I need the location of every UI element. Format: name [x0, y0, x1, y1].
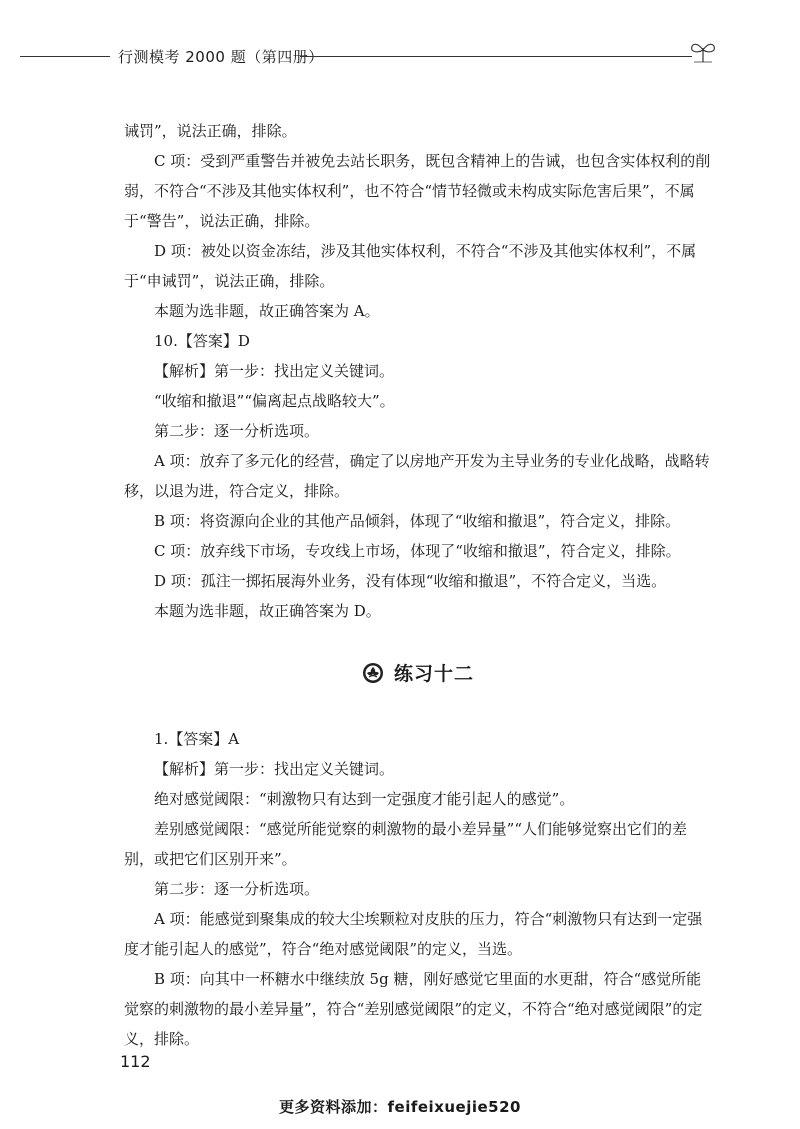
paragraph: B 项：将资源向企业的其他产品倾斜，体现了“收缩和撤退”，符合定义，排除。 — [154, 512, 681, 530]
analysis-label: 【解析】第一步：找出定义关键词。 — [154, 362, 395, 380]
paragraph: A 项：能感觉到聚集成的较大尘埃颗粒对皮肤的压力，符合“刺激物只有达到一定强度才能引起人的感觉”，符合“绝对感觉阈限”的定义，当选。 — [124, 910, 703, 958]
sprout-icon — [688, 38, 718, 64]
paragraph: D 项：被处以资金冻结，涉及其他实体权利，不符合“不涉及其他实体权利”，不属于“申诫罚”，说法正确，排除。 — [124, 242, 697, 290]
paragraph: A 项：放弃了多元化的经营，确定了以房地产开发为主导业务的专业化战略，战略转移，以退为进，符合定义，排除。 — [124, 452, 710, 500]
paragraph: 绝对感觉阈限：“刺激物只有达到一定强度才能引起人的感觉”。 — [154, 790, 575, 808]
answer-label: 10.【答案】D — [154, 332, 250, 350]
paragraph: 第二步：逐一分析选项。 — [154, 880, 320, 898]
answer-block-1 — [124, 116, 716, 626]
paragraph: C 项：放弃线下市场，专攻线上市场，体现了“收缩和撤退”，符合定义，排除。 — [154, 542, 681, 560]
paragraph: 诫罚”，说法正确，排除。 — [124, 122, 297, 140]
section-title: 练习十二 — [394, 663, 475, 685]
paragraph: “收缩和撤退”“偏离起点战略较大”。 — [154, 392, 395, 410]
paragraph: 本题为选非题，故正确答案为 A。 — [154, 302, 380, 320]
section-heading — [0, 654, 800, 694]
header-rule-right — [300, 56, 692, 57]
paragraph: 本题为选非题，故正确答案为 D。 — [154, 602, 381, 620]
footer-contact: feifeixuejie520 — [387, 1098, 521, 1116]
paragraph: 差别感觉阈限：“感觉所能觉察的刺激物的最小差异量”“人们能够觉察出它们的差别，或把它们区别开来”。 — [124, 820, 688, 868]
paragraph: 第二步：逐一分析选项。 — [154, 422, 320, 440]
footer-label: 更多资料添加： — [279, 1098, 388, 1116]
header-rule-left — [20, 56, 110, 57]
paragraph: B 项：向其中一杯糖水中继续放 5g 糖，刚好感觉它里面的水更甜，符合“感觉所能觉察的刺激物的最小差异量”，符合“差别感觉阈限”的定义，不符合“绝对感觉阈限”的定义，排除。 — [124, 970, 703, 1048]
answer-block-2 — [124, 724, 716, 1054]
footer-promo — [0, 1096, 800, 1117]
paragraph: C 项：受到严重警告并被免去站长职务，既包含精神上的告诫，也包含实体权利的削弱，不符合“不涉及其他实体权利”，也不符合“情节轻微或未构成实际危害后果”，不属于“警告”，说法正确，排除。 — [124, 152, 711, 230]
paragraph: D 项：孤注一掷拓展海外业务，没有体现“收缩和撤退”，不符合定义，当选。 — [154, 572, 667, 590]
answer-label: 1.【答案】A — [154, 730, 240, 748]
analysis-label: 【解析】第一步：找出定义关键词。 — [154, 760, 395, 778]
flower-icon — [362, 662, 384, 684]
running-header — [0, 36, 800, 76]
page-number: 112 — [120, 1052, 151, 1071]
book-title: 行测模考 2000 题（第四册） — [118, 48, 324, 66]
